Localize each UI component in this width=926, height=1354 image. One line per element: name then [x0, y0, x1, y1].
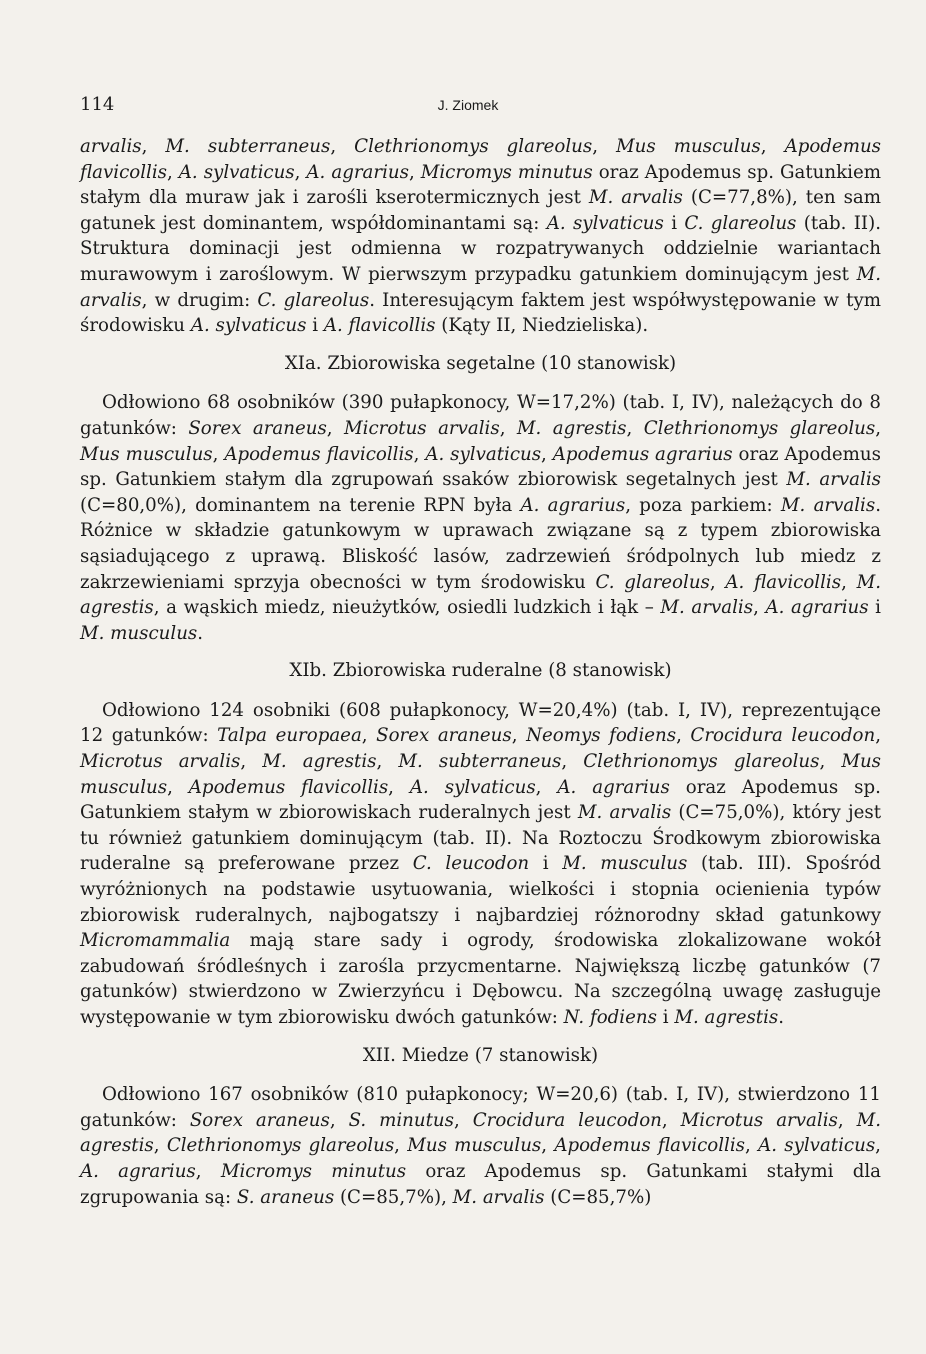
paragraph-miedze	[80, 1082, 881, 1210]
running-head: J. Ziomek	[437, 97, 499, 113]
paragraph-text: Odłowiono 68 osobników (390 pułapkonocy, W=17,2%) (tab. I, IV), należących do 8 gatunków: Sorex araneus, Microtus arvalis, M. agrestis, Clethrionomys glareolus, Mus musculus, Apodemus flavicollis, A. sylvaticus, Apodemus agrarius oraz Apodemus sp. Gatunkiem stałym dla zgrupowań ssaków zbiorowisk segetalnych jest M. arvalis (C=80,0%), dominantem na terenie RPN była A. agrarius, poza parkiem: M. arvalis. Różnice w składzie gatunkowym w uprawach związane są z typem zbiorowiska sąsiadującego z uprawą. Bliskość lasów, zadrzewień śródpolnych lub miedz z zakrzewieniami sprzyja obecności w tym środowisku C. glareolus, A. flavicollis, M. agrestis, a wąskich miedz, nieużytków, osiedli ludzkich i łąk – M. arvalis, A. agrarius i M. musculus.	[80, 392, 882, 644]
section-heading-xia: XIa. Zbiorowiska segetalne (10 stanowisk)	[284, 352, 677, 374]
body-text	[80, 134, 881, 1210]
paragraph-ruderal	[80, 698, 881, 1031]
page-number: 114	[80, 94, 115, 115]
paragraph-text: Odłowiono 124 osobniki (608 pułapkonocy, W=20,4%) (tab. I, IV), reprezentujące 12 gatunków: Talpa europaea, Sorex araneus, Neomys fodiens, Crocidura leucodon, Microtus arvalis, M. agrestis, M. subterraneus, Clethrionomys glareolus, Mus musculus, Apodemus flavicollis, A. sylvaticus, A. agrarius oraz Apodemus sp. Gatunkiem stałym w zbiorowiskach ruderalnych jest M. arvalis (C=75,0%), który jest tu również gatunkiem dominującym (tab. II). Na Roztoczu Środkowym zbiorowiska ruderalne są preferowane przez C. leucodon i M. musculus (tab. III). Spośród wyróżnionych na podstawie usytuowania, wielkości i stopnia ocienienia typów zbiorowisk ruderalnych, najbogatszy i najbardziej różnorodny skład gatunkowy Micromammalia mają stare sady i ogrody, środowiska zlokalizowane wokół zabudowań śródleśnych i zarośla przycmentarne. Największą liczbę gatunków (7 gatunków) stwierdzono w Zwierzyńcu i Dębowcu. Na szczególną uwagę zasługuje występowanie w tym zbiorowisku dwóch gatunków: N. fodiens i M. agrestis.	[80, 699, 882, 1028]
section-heading-xib: XIb. Zbiorowiska ruderalne (8 stanowisk)	[289, 660, 672, 682]
paragraph-continuation	[80, 134, 881, 339]
paragraph-segetal	[80, 390, 881, 646]
paragraph-text: Odłowiono 167 osobników (810 pułapkonocy; W=20,6) (tab. I, IV), stwierdzono 11 gatunków: Sorex araneus, S. minutus, Crocidura leucodon, Microtus arvalis, M. agrestis, Clethrionomys glareolus, Mus musculus, Apodemus flavicollis, A. sylvaticus, A. agrarius, Micromys minutus oraz Apodemus sp. Gatunkami stałymi dla zgrupowania są: S. araneus (C=85,7%), M. arvalis (C=85,7%)	[80, 1084, 881, 1208]
paragraph-text: arvalis, M. subterraneus, Clethrionomys glareolus, Mus musculus, Apodemus flavicollis, A. sylvaticus, A. agrarius, Micromys minutus oraz Apodemus sp. Gatunkiem stałym dla muraw jak i zarośli kserotermicznych jest M. arvalis (C=77,8%), ten sam gatunek jest dominantem, współdominantami są: A. sylvaticus i C. glareolus (tab. II). Struktura dominacji jest odmienna w rozpatrywanych oddzielnie wariantach murawowym i zaroślowym. W pierwszym przypadku gatunkiem dominującym jest M. arvalis, w drugim: C. glareolus. Interesującym faktem jest współwystępowanie w tym środowisku A. sylvaticus i A. flavicollis (Kąty II, Niedzieliska).	[80, 136, 882, 337]
page-header	[80, 94, 856, 118]
section-heading-xii: XII. Miedze (7 stanowisk)	[362, 1044, 599, 1066]
